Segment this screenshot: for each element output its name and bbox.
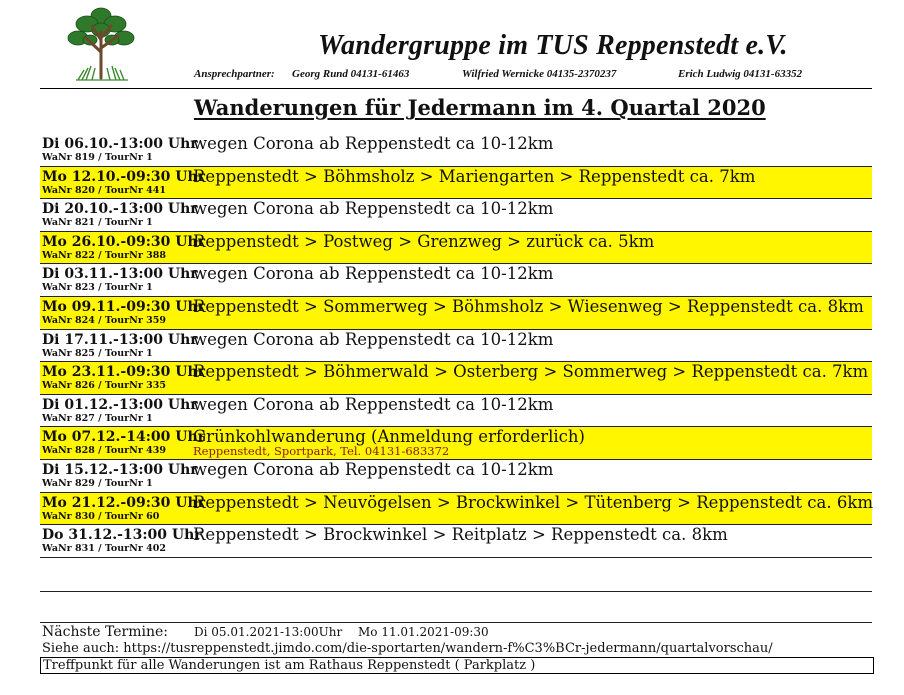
hike-number: WaNr 831 / TourNr 402: [42, 543, 166, 555]
hike-date: Di 03.11.-13:00 Uhr: [42, 266, 198, 283]
schedule-row: [40, 395, 872, 428]
contact-wilfried-wernicke: Wilfried Wernicke 04135-2370237: [462, 68, 617, 80]
next-dates: [42, 624, 489, 640]
hike-date: Di 01.12.-13:00 Uhr: [42, 396, 198, 413]
hike-route: Reppenstedt > Böhmsholz > Mariengarten > Reppenstedt ca. 7km: [193, 166, 756, 186]
see-also-link[interactable]: Siehe auch: https://tusreppenstedt.jimdo.com/die-sportarten/wandern-f%C3%BCr-jedermann/quartalvorschau/: [42, 641, 773, 656]
hike-date: Mo 21.12.-09:30 Uhr: [42, 494, 206, 511]
schedule-row: [40, 232, 872, 265]
page-title: Wanderungen für Jedermann im 4. Quartal 2020: [194, 95, 766, 120]
header-divider: [40, 88, 872, 89]
next-dates-label: Nächste Termine:: [42, 624, 168, 640]
next-date-1: Di 05.01.2021-13:00Uhr: [194, 625, 343, 639]
schedule-row: [40, 264, 872, 297]
hike-route: Grünkohlwanderung (Anmeldung erforderlich): [193, 427, 585, 447]
hike-number: WaNr 822 / TourNr 388: [42, 249, 166, 261]
hike-number: WaNr 829 / TourNr 1: [42, 477, 153, 489]
schedule-row: [40, 330, 872, 363]
contact-label: Ansprechpartner:: [194, 68, 275, 80]
hike-route: wegen Corona ab Reppenstedt ca 10-12km: [193, 264, 554, 284]
hike-route: Reppenstedt > Böhmerwald > Osterberg > Sommerweg > Reppenstedt ca. 7km: [193, 362, 869, 382]
hike-number: WaNr 823 / TourNr 1: [42, 282, 153, 294]
hike-number: WaNr 821 / TourNr 1: [42, 217, 153, 229]
footer-divider-bottom: [40, 622, 872, 623]
schedule-row: [40, 460, 872, 493]
hike-number: WaNr 824 / TourNr 359: [42, 314, 166, 326]
hike-route: wegen Corona ab Reppenstedt ca 10-12km: [193, 199, 554, 219]
hike-route: Reppenstedt > Sommerweg > Böhmsholz > Wiesenweg > Reppenstedt ca. 8km: [193, 296, 864, 316]
hike-route: wegen Corona ab Reppenstedt ca 10-12km: [193, 394, 554, 414]
schedule-row: [40, 199, 872, 232]
schedule-row: [40, 525, 872, 558]
hike-route: wegen Corona ab Reppenstedt ca 10-12km: [193, 329, 554, 349]
hike-date: Di 20.10.-13:00 Uhr: [42, 201, 198, 218]
meeting-point-box: Treffpunkt für alle Wanderungen ist am Rathaus Reppenstedt ( Parkplatz ): [40, 657, 874, 674]
schedule-row: [40, 427, 872, 460]
club-title: Wandergruppe im TUS Reppenstedt e.V.: [318, 30, 788, 61]
next-date-2: Mo 11.01.2021-09:30: [358, 625, 489, 639]
hike-date: Mo 12.10.-09:30 Uhr: [42, 168, 206, 185]
hike-route-note: Reppenstedt, Sportpark, Tel. 04131-683372: [193, 444, 450, 459]
hike-number: WaNr 828 / TourNr 439: [42, 445, 166, 457]
hike-number: WaNr 820 / TourNr 441: [42, 184, 166, 196]
schedule-row: [40, 362, 872, 395]
hike-date: Mo 23.11.-09:30 Uhr: [42, 364, 206, 381]
hike-route: wegen Corona ab Reppenstedt ca 10-12km: [193, 459, 554, 479]
hike-date: Mo 09.11.-09:30 Uhr: [42, 298, 206, 315]
hike-number: WaNr 819 / TourNr 1: [42, 152, 153, 163]
schedule-row: [40, 493, 872, 526]
schedule-row: [40, 134, 872, 167]
hike-number: WaNr 826 / TourNr 335: [42, 380, 166, 392]
footer-divider-top: [40, 591, 872, 592]
hike-route: Reppenstedt > Postweg > Grenzweg > zurück ca. 5km: [193, 231, 655, 251]
schedule-row: [40, 167, 872, 200]
contact-erich-ludwig: Erich Ludwig 04131-63352: [678, 68, 803, 80]
hike-date: Di 06.10.-13:00 Uhr: [42, 136, 198, 152]
hike-date: Do 31.12.-13:00 Uhr: [42, 527, 202, 544]
hike-number: WaNr 827 / TourNr 1: [42, 412, 153, 424]
hike-number: WaNr 825 / TourNr 1: [42, 347, 153, 359]
hike-date: Di 17.11.-13:00 Uhr: [42, 331, 198, 348]
hike-number: WaNr 830 / TourNr 60: [42, 510, 160, 522]
schedule-row: [40, 297, 872, 330]
hike-schedule: [40, 134, 872, 558]
hike-date: Mo 07.12.-14:00 Uhr: [42, 429, 206, 446]
hike-date: Di 15.12.-13:00 Uhr: [42, 461, 198, 478]
tree-logo-icon: [62, 2, 140, 82]
contact-georg-rund: Georg Rund 04131-61463: [292, 68, 410, 80]
hike-route: Reppenstedt > Brockwinkel > Reitplatz > Reppenstedt ca. 8km: [193, 525, 728, 545]
hike-route: wegen Corona ab Reppenstedt ca 10-12km: [193, 134, 554, 153]
hike-date: Mo 26.10.-09:30 Uhr: [42, 233, 206, 250]
hike-route: Reppenstedt > Neuvögelsen > Brockwinkel > Tütenberg > Reppenstedt ca. 6km: [193, 492, 873, 512]
